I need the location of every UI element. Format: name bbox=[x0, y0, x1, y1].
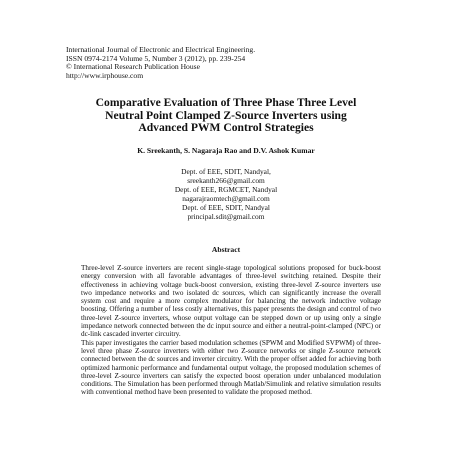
journal-header bbox=[66, 46, 255, 80]
paper-title bbox=[40, 97, 412, 135]
abstract-heading: Abstract bbox=[211, 245, 241, 254]
author-email[interactable]: sreekanth266@gmail.com bbox=[187, 175, 265, 185]
journal-url[interactable]: http://www.irphouse.com bbox=[66, 70, 144, 80]
author-email[interactable]: principal.sdit@gmail.com bbox=[187, 211, 265, 221]
journal-publisher: © International Research Publication House bbox=[66, 62, 200, 72]
journal-issn: ISSN 0974-2174 Volume 5, Number 3 (2012), pp. 239-254 bbox=[66, 53, 246, 63]
affiliation-block bbox=[40, 168, 412, 221]
affiliation-line: Dept. of EEE, RGMCET, Nandyal bbox=[174, 184, 278, 194]
author-email[interactable]: nagarajraomtech@gmail.com bbox=[182, 193, 270, 203]
author-list: K. Sreekanth, S. Nagaraja Rao and D.V. Ashok Kumar bbox=[137, 146, 315, 155]
affiliation-line: Dept. of EEE, SDIT, Nandyal, bbox=[181, 167, 271, 176]
abstract-paragraph: Three-level Z-source inverters are recent single-stage topological solutions proposed for buck-boost energy conversion with all favorable advantages of three-level switching retained. Despite their effectiveness in achieving voltage buck-boost conversion, existing three-level Z-source inverters use two impedance networks and two isolated dc sources, which can significantly increase the overall system cost and require a more complex modulator for balancing the network inductive voltage boosting. Offering a number of less costly alternatives, this paper presents the design and control of two three-level Z-source inverters, whose output voltage can be stepped down or up using only a single impedance network connected between the dc input source and either a neutral-point-clamped (NPC) or dc-link cascaded inverter circuitry. bbox=[81, 264, 381, 339]
abstract-body bbox=[81, 264, 381, 397]
affiliation-line: Dept. of EEE, SDIT, Nandyal bbox=[182, 202, 270, 212]
title-line: Neutral Point Clamped Z-Source Inverters using bbox=[105, 108, 347, 122]
title-line: Advanced PWM Control Strategies bbox=[138, 121, 314, 134]
title-line: Comparative Evaluation of Three Phase Three Level bbox=[95, 96, 357, 109]
journal-name: International Journal of Electronic and Electrical Engineering. bbox=[66, 45, 256, 54]
abstract-paragraph: This paper investigates the carrier based modulation schemes (SPWM and Modified SVPWM) of three-level three phase Z-source inverters with either two Z-source networks or single Z-source network connected between the dc sources and inverter circuitry. With the proper offset added for achieving both optimized harmonic performance and fundamental output voltage, the proposed modulation schemes of three-level Z-source inverters can satisfy the expected boost operation under unbalanced modulation conditions. The Simulation has been performed through Matlab/Simulink and relative simulation results with conventional method have been presented to validate the proposed method. bbox=[81, 338, 381, 397]
